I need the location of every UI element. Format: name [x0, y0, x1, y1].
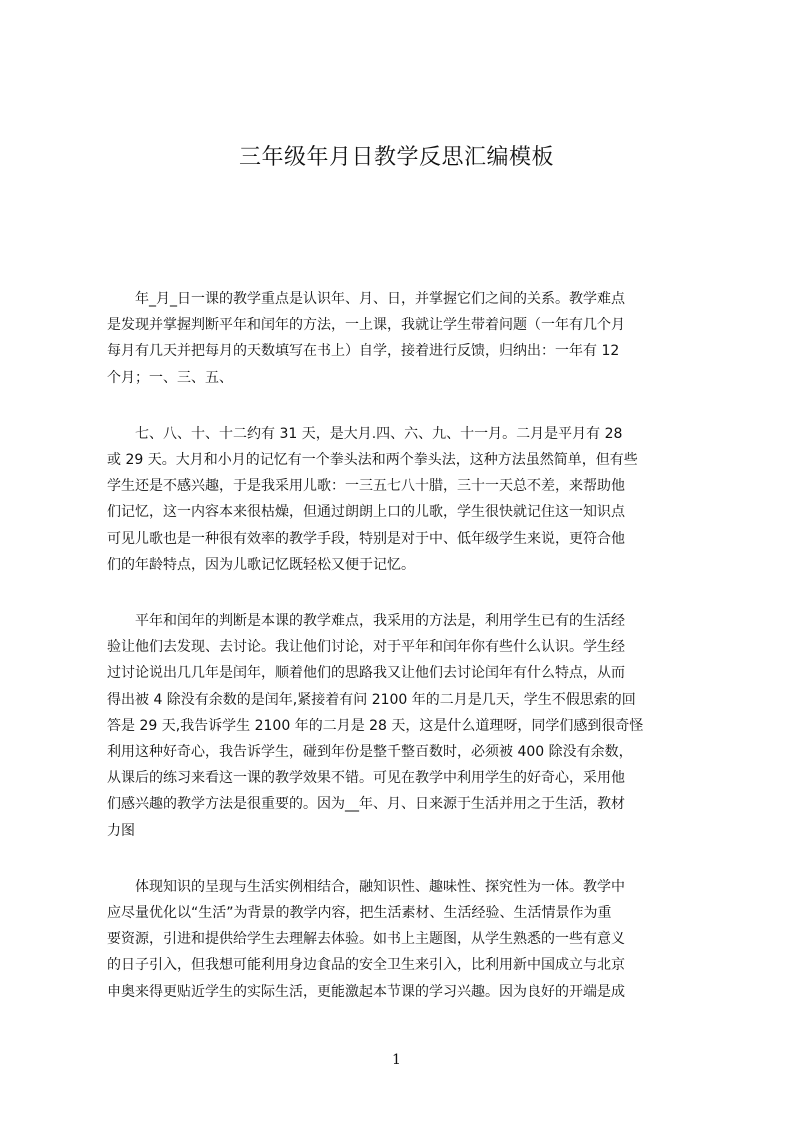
text-line: 过讨论说出几几年是闰年，顺着他们的思路我又让他们去讨论闰年有什么特点，从而	[107, 665, 625, 682]
document-body	[107, 286, 697, 1035]
text-line: 们记忆，这一内容本来很枯燥，但通过朗朗上口的儿歌，学生很快就记住这一知识点	[107, 504, 625, 521]
text-line: 年_月_日一课的教学重点是认识年、月、日，并掌握它们之间的关系。教学难点	[107, 291, 625, 307]
text-line: 验让他们去发现、去讨论。我让他们讨论，对于平年和闰年你有些什么认识。学生经	[107, 639, 625, 656]
text-line: 每月有几天并把每月的天数填写在书上）自学，接着进行反馈，归纳出：一年有 12	[107, 343, 620, 360]
text-line: 可见儿歌也是一种很有效率的教学手段，特别是对于中、低年级学生来说，更符合他	[107, 530, 625, 547]
text-line: 们感兴趣的教学方法是很重要的。因为__年、月、日来源于生活并用之于生活，教材	[107, 796, 625, 813]
text-line: 七、八、十、十二约有 31 天，是大月.四、六、九、十一月。二月是平月有 28	[107, 425, 623, 442]
text-line: 力图	[107, 822, 135, 839]
paragraph-3	[107, 608, 697, 844]
text-line: 申奥来得更贴近学生的实际生活，更能激起本节课的学习兴趣。因为良好的开端是成	[107, 983, 625, 1000]
text-line: 是发现并掌握判断平年和闰年的方法，一上课，我就让学生带着问题（一年有几个月	[107, 317, 625, 334]
page-number: 1	[392, 1052, 401, 1068]
text-line: 们的年龄特点，因为儿歌记忆既轻松又便于记忆。	[107, 556, 415, 573]
paragraph-2	[107, 421, 697, 578]
paragraph-4	[107, 874, 697, 1005]
text-line: 答是 29 天,我告诉学生 2100 年的二月是 28 天，这是什么道理呀，同学们感到很奇怪	[107, 717, 644, 734]
text-line: 从课后的练习来看这一课的教学效果不错。可见在教学中利用学生的好奇心，采用他	[107, 770, 625, 787]
text-line: 个月；一、三、五、	[107, 369, 233, 386]
text-line: 学生还是不感兴趣，于是我采用儿歌：一三五七八十腊，三十一天总不差，来帮助他	[107, 478, 625, 495]
text-line: 的日子引入，但我想可能利用身边食品的安全卫生来引入，比利用新中国成立与北京	[107, 957, 625, 974]
text-line: 得出被 4 除没有余数的是闰年,紧接着有问 2100 年的二月是几天，学生不假思索的回	[107, 691, 636, 708]
text-line: 利用这种好奇心，我告诉学生，碰到年份是整千整百数时，必须被 400 除没有余数，	[107, 744, 633, 761]
text-line: 体现知识的呈现与生活实例相结合，融知识性、趣味性、探究性为一体。教学中	[107, 878, 625, 895]
text-line: 或 29 天。大月和小月的记忆有一个拳头法和两个拳头法，这种方法虽然简单，但有些	[107, 452, 638, 469]
paragraph-1	[107, 286, 697, 391]
document-title: 三年级年月日教学反思汇编模板	[238, 145, 554, 170]
text-line: 应尽量优化以“生活”为背景的教学内容，把生活素材、生活经验、生活情景作为重	[107, 905, 612, 922]
text-line: 要资源，引进和提供给学生去理解去体验。如书上主题图，从学生熟悉的一些有意义	[107, 931, 625, 948]
text-line: 平年和闰年的判断是本课的教学难点，我采用的方法是，利用学生已有的生活经	[107, 613, 625, 630]
